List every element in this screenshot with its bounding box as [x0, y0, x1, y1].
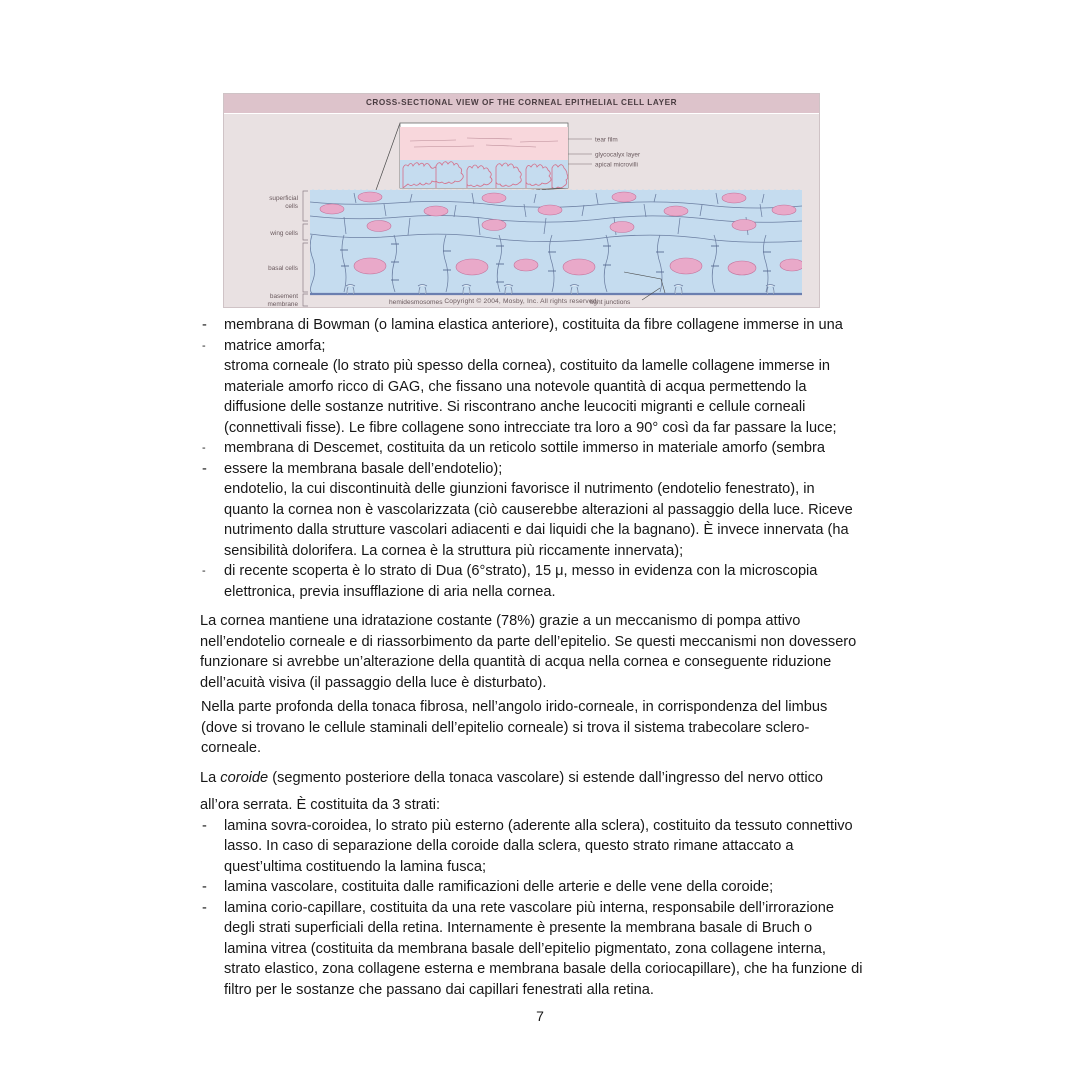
descemet-line-2: essere la membrana basale dell’endotelio);	[224, 460, 503, 477]
lamina-vascolare-line-1: lamina vascolare, costituita dalle ramificazioni delle arterie e delle vene della coroide;	[224, 879, 774, 895]
list-item-dua-cont	[200, 582, 890, 603]
list-item-bowman-cont	[200, 336, 890, 357]
list-item-dua	[200, 561, 890, 582]
bullet-dash: -	[202, 817, 207, 834]
stroma-line-3: diffusione delle sostanze nutritive. Si riscontrano anche leucociti migranti e cellule corneali	[224, 399, 806, 415]
sovra-coroidea-line-3: quest’ultima costituendo la lamina fusca;	[224, 858, 487, 875]
idratazione-line-4: dell’acuità visiva (il passaggio della luce è disturbato).	[200, 674, 547, 691]
inset-detail	[400, 123, 641, 189]
label-basal-cells: basal cells	[268, 265, 298, 272]
list-item-descemet	[200, 438, 890, 459]
descemet-line-1: membrana di Descemet, costituita da un reticolo sottile immerso in materiale amorfo (sembra	[224, 440, 826, 456]
label-superficial-cells-2: cells	[285, 203, 298, 210]
corio-capillare-line-1: lamina corio-capillare, costituita da una rete vascolare più interna, responsabile dell’irrorazione	[224, 899, 835, 916]
figure-illustration	[224, 94, 820, 308]
bullet-dash: -	[202, 899, 207, 916]
bullet-dash-small: -	[202, 339, 206, 352]
dua-line-1: di recente scoperta è lo strato di Dua (6°strato), 15 μ, messo in evidenza con la microscopia	[224, 563, 818, 579]
inset-label-tear-film: tear film	[595, 136, 618, 144]
stroma-line-2: materiale amorfo ricco di GAG, che fissano una notevole quantità di acqua permettendo la	[224, 378, 807, 395]
idratazione-line-2: nell’endotelio corneale e di riassorbimento da parte dell’epitelio. Se questi meccanismi non dovessero	[200, 633, 857, 650]
corio-capillare-line-4: strato elastico, zona collagene esterna e membrana basale della coriocapillare), che ha funzione di	[224, 961, 863, 977]
endotelio-line-3: nutrimento dalla strutture vascolari adiacenti e dai liquidi che la bagnano). È invece innervata (ha	[224, 522, 849, 538]
endotelio-line-1: endotelio, la cui discontinuità delle giunzioni favorisce il nutrimento (endotelio fenestrato), in	[224, 481, 815, 497]
figure-copyright: Copyright © 2004, Mosby, Inc. All rights reserved.	[444, 298, 599, 305]
list-cornea-layers	[200, 315, 890, 602]
spacer	[200, 602, 890, 611]
paragraph-idratazione	[200, 611, 890, 693]
sovra-coroidea-line-2: lasso. In caso di separazione della coroide dalla sclera, questo strato rimane attaccato a	[224, 838, 794, 854]
coroide-line-2: all’ora serrata. È costituita da 3 strati:	[200, 797, 441, 813]
label-basement-membrane-1: basement	[269, 293, 298, 300]
page-number: 7	[536, 1008, 544, 1024]
document-body	[200, 315, 890, 1000]
figure-title: CROSS-SECTIONAL VIEW OF THE CORNEAL EPITHELIAL CELL LAYER	[365, 98, 678, 107]
list-item-descemet-cont	[200, 459, 890, 480]
inset-label-microvilli: apical microvilli	[595, 161, 638, 169]
bullet-dash: -	[202, 317, 207, 333]
corio-capillare-line-3: lamina vitrea (costituita da membrana basale dell’epitelio pigmentato, zona collagene interna,	[224, 940, 826, 957]
coroide-post: (segmento posteriore della tonaca vascolare) si estende dall’ingresso del nervo ottico	[268, 769, 824, 786]
label-hemidesmosomes: hemidesmosomes	[389, 299, 443, 306]
bowman-line-1: membrana di Bowman (o lamina elastica anteriore), costituita da fibre collagene immerse in una	[224, 317, 843, 333]
idratazione-line-3: funzionare si avrebbe un’alterazione della quantità di acqua nella cornea e conseguente riduzione	[200, 654, 832, 670]
limbus-line-1: Nella parte profonda della tonaca fibrosa, nell’angolo irido-corneale, in corrispondenza del limbus	[201, 699, 828, 715]
epithelium-block	[310, 190, 808, 295]
endotelio-line-2: quanto la cornea non è vascolarizzata (ciò causerebbe alterazioni al passaggio della luce. Riceve	[224, 501, 853, 518]
endotelio-line-4: sensibilità dolorifera. La cornea è la struttura più riccamente innervata);	[224, 542, 684, 559]
label-wing-cells: wing cells	[270, 230, 298, 237]
bowman-line-2: matrice amorfa;	[224, 337, 326, 354]
bullet-dash-small: -	[202, 565, 206, 577]
spacer	[200, 759, 890, 768]
layer-brackets	[303, 191, 308, 306]
list-item-lamina-vascolare	[200, 877, 890, 898]
list-item-corio-capillare-cont	[200, 918, 890, 1000]
list-item-stroma	[200, 356, 890, 438]
stroma-line-1: stroma corneale (lo strato più spesso della cornea), costituito da lamelle collagene immerse in	[224, 358, 830, 374]
label-basement-membrane-2: membrane	[267, 301, 298, 308]
corio-capillare-line-5: filtro per le sostanze che passano dai capillari fenestrati alla retina.	[224, 981, 654, 998]
list-item-endotelio	[200, 479, 890, 561]
label-tight-junctions: tight junctions	[590, 299, 631, 306]
coroide-italic-term: coroide	[220, 769, 269, 786]
sovra-coroidea-line-1: lamina sovra-coroidea, lo strato più esterno (aderente alla sclera), costituito da tessuto connettivo	[224, 817, 853, 834]
list-item-corio-capillare	[200, 898, 890, 919]
limbus-line-2: (dove si trovano le cellule staminali dell’epitelio corneale) si trova il sistema trabecolare sclero-	[201, 719, 810, 736]
coroide-line-1	[200, 768, 890, 789]
list-item-sovra-coroidea	[200, 816, 890, 837]
bullet-dash: -	[202, 460, 207, 477]
idratazione-line-1: La cornea mantiene una idratazione costante (78%) grazie a un meccanismo di pompa attivo	[200, 613, 801, 629]
list-coroide-layers	[200, 816, 890, 1001]
inset-label-glycocalyx: glycocalyx layer	[595, 151, 641, 159]
list-item-bowman	[200, 315, 890, 336]
paragraph-coroide	[200, 768, 890, 816]
figure-corneal-epithelium	[223, 93, 820, 308]
paragraph-limbus	[200, 697, 890, 759]
bullet-dash-small: -	[202, 442, 206, 454]
dua-line-2: elettronica, previa insufflazione di aria nella cornea.	[224, 583, 556, 600]
limbus-line-3: corneale.	[201, 740, 262, 756]
figure-panel	[223, 93, 820, 308]
corio-capillare-line-2: degli strati superficiali della retina. Internamente è presente la membrana basale di Bruch o	[224, 920, 813, 936]
label-superficial-cells-1: superficial	[269, 195, 298, 202]
coroide-pre: La	[200, 769, 221, 786]
list-item-sovra-coroidea-cont	[200, 836, 890, 877]
bullet-dash: -	[202, 879, 207, 895]
stroma-line-4: (connettivali fisse). Le fibre collagene sono intrecciate tra loro a 90° così da far passare la luce;	[224, 419, 837, 436]
